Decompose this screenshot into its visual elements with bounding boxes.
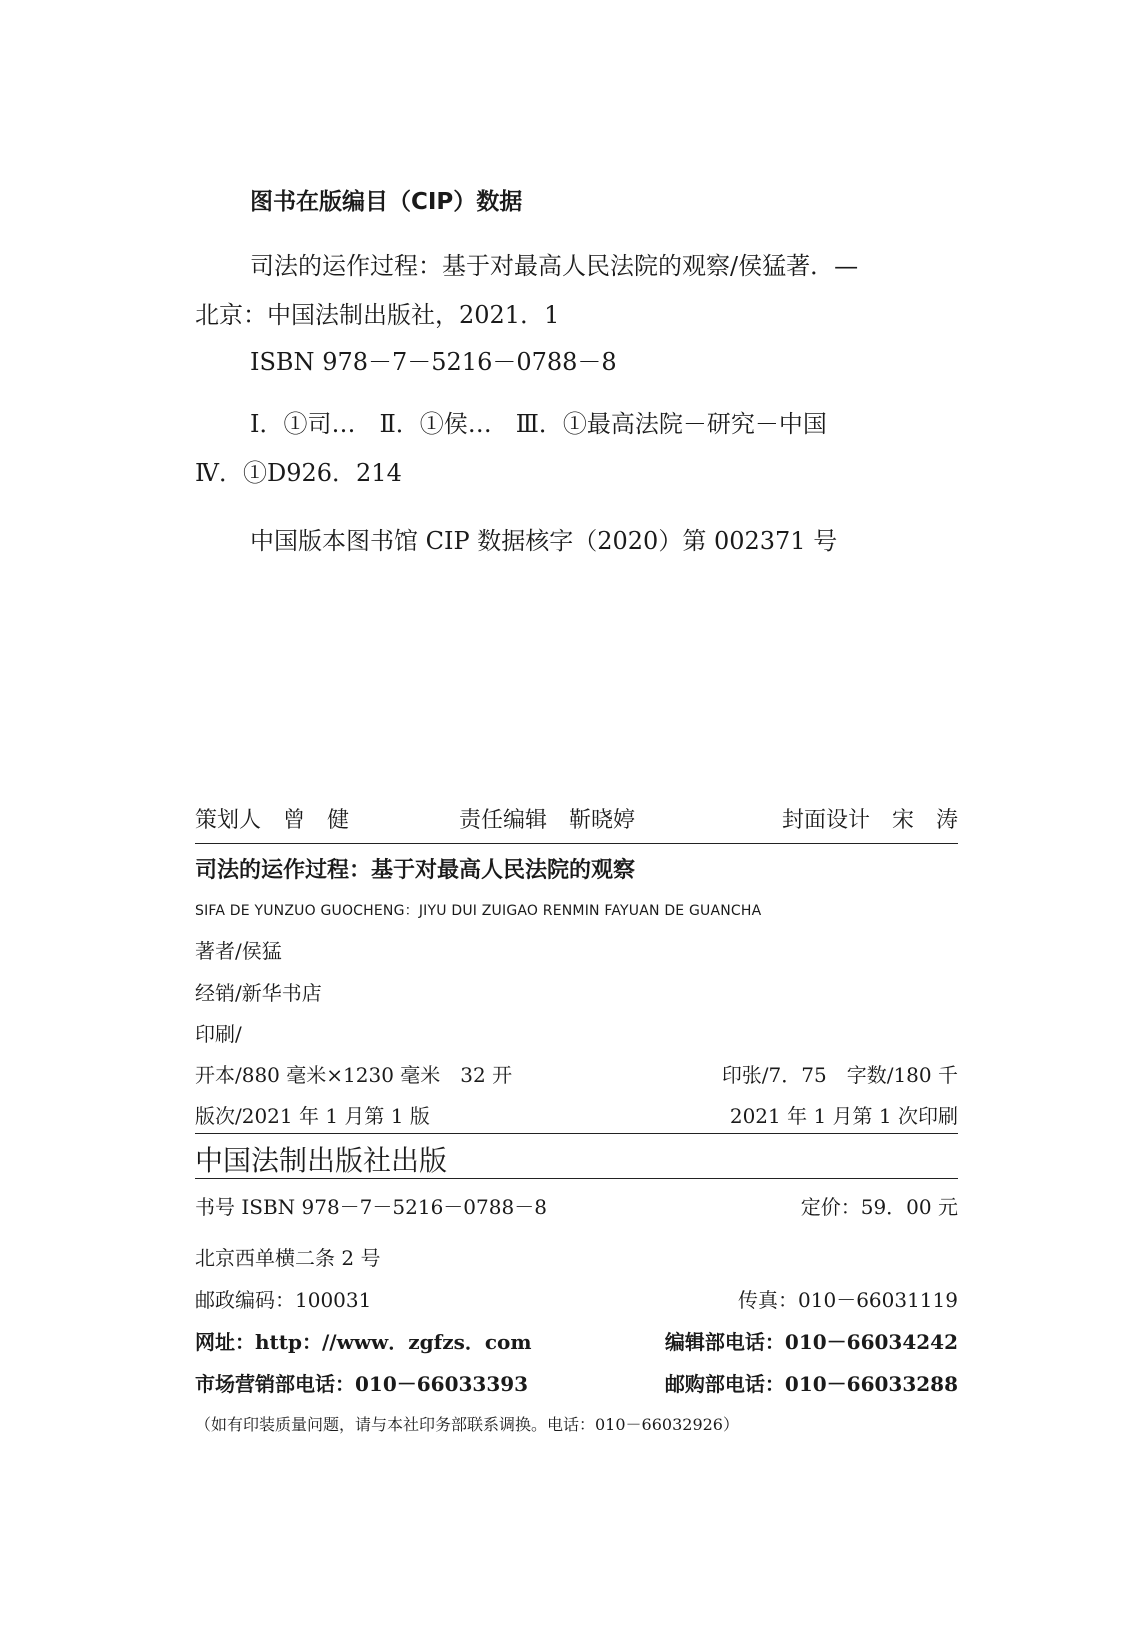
book-title: 司法的运作过程：基于对最高人民法院的观察 [195, 858, 636, 883]
cip-isbn: ISBN 978－7－5216－0788－8 [250, 348, 617, 376]
price: 定价：59．00 元 [800, 1195, 958, 1219]
address: 北京西单横二条 2 号 [195, 1246, 381, 1270]
website: 网址：http：//www．zgfzs．com [195, 1330, 532, 1354]
mail-order-phone: 邮购部电话：010－66033288 [664, 1372, 958, 1396]
editorial-phone: 编辑部电话：010－66034242 [664, 1330, 958, 1354]
sheets-wordcount: 印张/7．75 字数/180 千 [721, 1063, 958, 1087]
edition: 版次/2021 年 1 月第 1 版 [195, 1104, 430, 1128]
cip-classification-number: Ⅳ．①D926．214 [195, 459, 402, 487]
printer: 印刷/ [195, 1022, 242, 1046]
quality-notice: （如有印装质量问题，请与本社印务部联系调换。电话：010－66032926） [195, 1415, 739, 1434]
cip-classification: Ⅰ．①司… Ⅱ．①侯… Ⅲ．①最高法院－研究－中国 [250, 410, 827, 438]
divider-top [195, 843, 958, 844]
author: 著者/侯猛 [195, 939, 282, 963]
distributor: 经销/新华书店 [195, 981, 322, 1005]
editor-credit: 责任编辑 靳晓婷 [459, 808, 636, 833]
divider-middle [195, 1133, 958, 1134]
cip-title-line: 司法的运作过程：基于对最高人民法院的观察/侯猛著．— [250, 252, 859, 280]
printing: 2021 年 1 月第 1 次印刷 [729, 1104, 958, 1128]
book-isbn: 书号 ISBN 978－7－5216－0788－8 [195, 1195, 547, 1219]
divider-bottom [195, 1178, 958, 1179]
cip-heading: 图书在版编目（CIP）数据 [250, 189, 523, 215]
cover-design-credit: 封面设计 宋 涛 [781, 808, 958, 833]
book-title-pinyin: SIFA DE YUNZUO GUOCHENG：JIYU DUI ZUIGAO RENMIN FAYUAN DE GUANCHA [195, 903, 762, 919]
marketing-phone: 市场营销部电话：010－66033393 [195, 1372, 529, 1396]
fax: 传真：010－66031119 [738, 1288, 958, 1312]
cip-publisher-line: 北京：中国法制出版社，2021．1 [195, 301, 560, 329]
publisher-name: 中国法制出版社出版 [195, 1144, 448, 1177]
postcode: 邮政编码：100031 [195, 1288, 372, 1312]
cip-record-number: 中国版本图书馆 CIP 数据核字（2020）第 002371 号 [250, 527, 838, 555]
planner-credit: 策划人 曾 健 [195, 808, 350, 833]
format: 开本/880 毫米×1230 毫米 32 开 [195, 1063, 513, 1087]
